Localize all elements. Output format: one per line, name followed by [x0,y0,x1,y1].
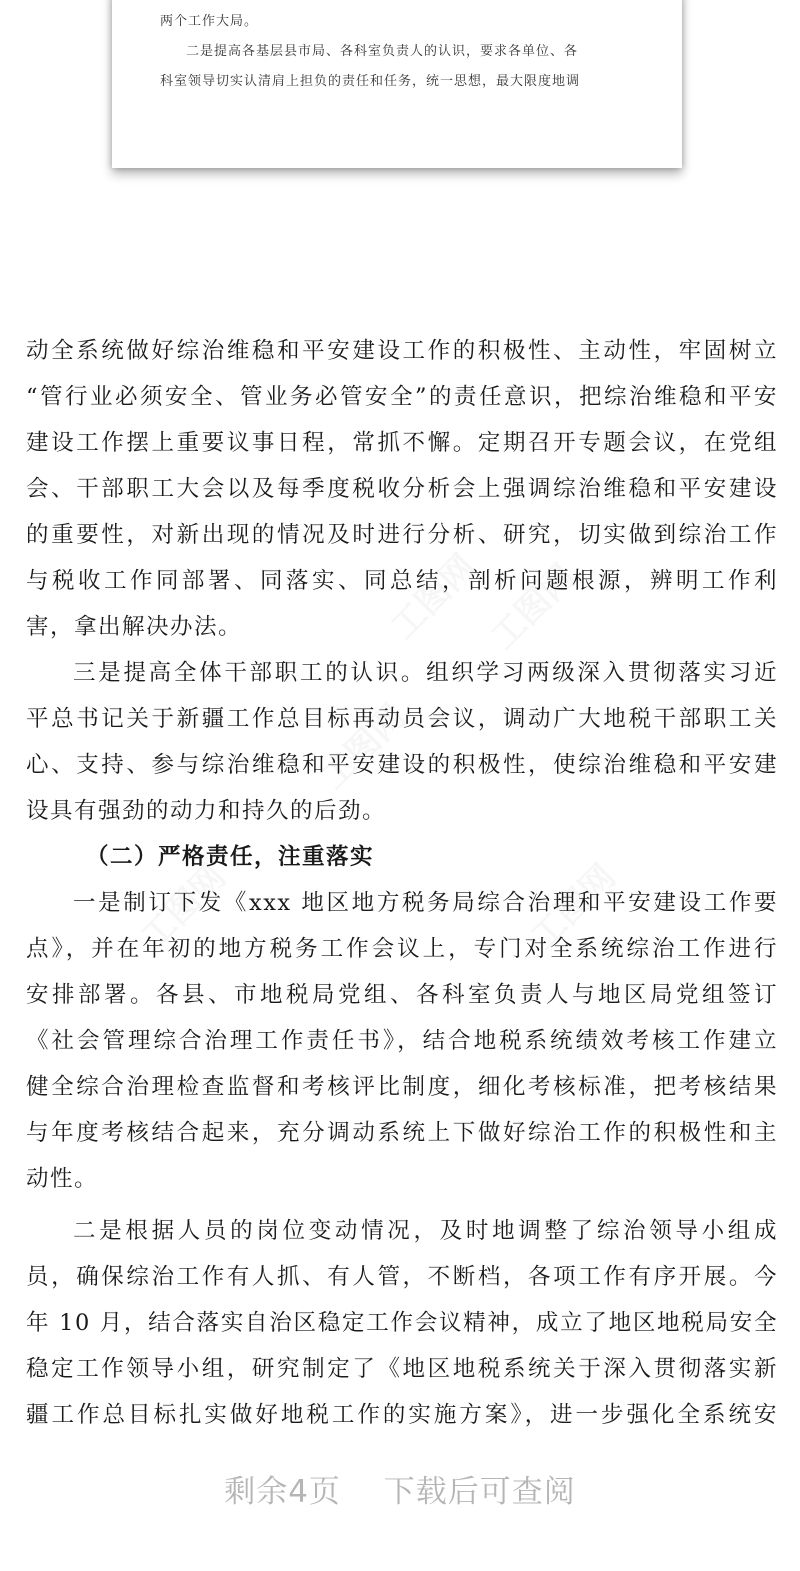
body-line: 点》，并在年初的地方税务工作会议上，专门对全系统综治工作进行 [26,936,778,962]
body-line: “管行业必须安全、管业务必管安全”的责任意识，把综治维稳和平安 [26,384,778,410]
body-line: 建设工作摆上重要议事日程，常抓不懈。定期召开专题会议，在党组 [26,430,778,456]
body-line: 的重要性，对新出现的情况及时进行分析、研究，切实做到综治工作 [26,522,778,548]
body-line: 一是制订下发《xxx 地区地方税务局综合治理和平安建设工作要 [73,890,778,916]
body-line: 平总书记关于新疆工作总目标再动员会议，调动广大地税干部职工关 [26,706,778,732]
body-line: 疆工作总目标扎实做好地税工作的实施方案》，进一步强化全系统安 [26,1402,778,1428]
document-body [26,328,778,1438]
body-line: 《社会管理综合治理工作责任书》，结合地税系统绩效考核工作建立 [26,1028,778,1054]
watermark: 工图网 [133,856,234,958]
body-line: 会、干部职工大会以及每季度税收分析会上强调综治维稳和平安建设 [26,476,778,502]
body-line: 员，确保综治工作有人抓、有人管，不断档，各项工作有序开展。今 [26,1264,778,1290]
remaining-pages-label: 剩余4页 [224,1474,341,1510]
preview-line: 两个工作大局。 [160,14,259,29]
body-line: 与年度考核结合起来，充分调动系统上下做好综治工作的积极性和主 [26,1120,778,1146]
body-line: 健全综合治理检查监督和考核评比制度，细化考核标准，把考核结果 [26,1074,778,1100]
download-prompt[interactable] [0,1466,800,1511]
body-line: 稳定工作领导小组，研究制定了《地区地税系统关于深入贯彻落实新 [26,1356,778,1382]
preview-line: 二是提高各基层县市局、各科室负责人的认识，要求各单位、各 [186,44,579,59]
body-line: 安排部署。各县、市地税局党组、各科室负责人与地区局党组签订 [26,982,778,1008]
watermark: 工图网 [313,696,414,798]
watermark: 工图网 [483,556,584,658]
body-line: 害，拿出解决办法。 [26,614,243,640]
body-line: 与税收工作同部署、同落实、同总结，剖析问题根源，辨明工作利 [26,568,778,594]
section-heading: （二）严格责任，注重落实 [86,844,375,870]
body-line: 设具有强劲的动力和持久的后劲。 [26,798,387,824]
watermark: 工图网 [383,546,484,648]
body-line: 动性。 [26,1166,99,1192]
body-line: 二是根据人员的岗位变动情况，及时地调整了综治领导小组成 [73,1218,778,1244]
body-line: 心、支持、参与综治维稳和平安建设的积极性，使综治维稳和平安建 [26,752,778,778]
download-to-view-label[interactable]: 下载后可查阅 [383,1474,576,1510]
body-line: 年 10 月，结合落实自治区稳定工作会议精神，成立了地区地税局安全 [26,1310,778,1336]
preview-line: 科室领导切实认清肩上担负的责任和任务，统一思想，最大限度地调 [160,74,581,89]
document-preview-card [112,0,682,168]
body-line: 三是提高全体干部职工的认识。组织学习两级深入贯彻落实习近 [73,660,778,686]
watermark: 工图网 [523,856,624,958]
body-line: 动全系统做好综治维稳和平安建设工作的积极性、主动性，牢固树立 [26,338,778,364]
